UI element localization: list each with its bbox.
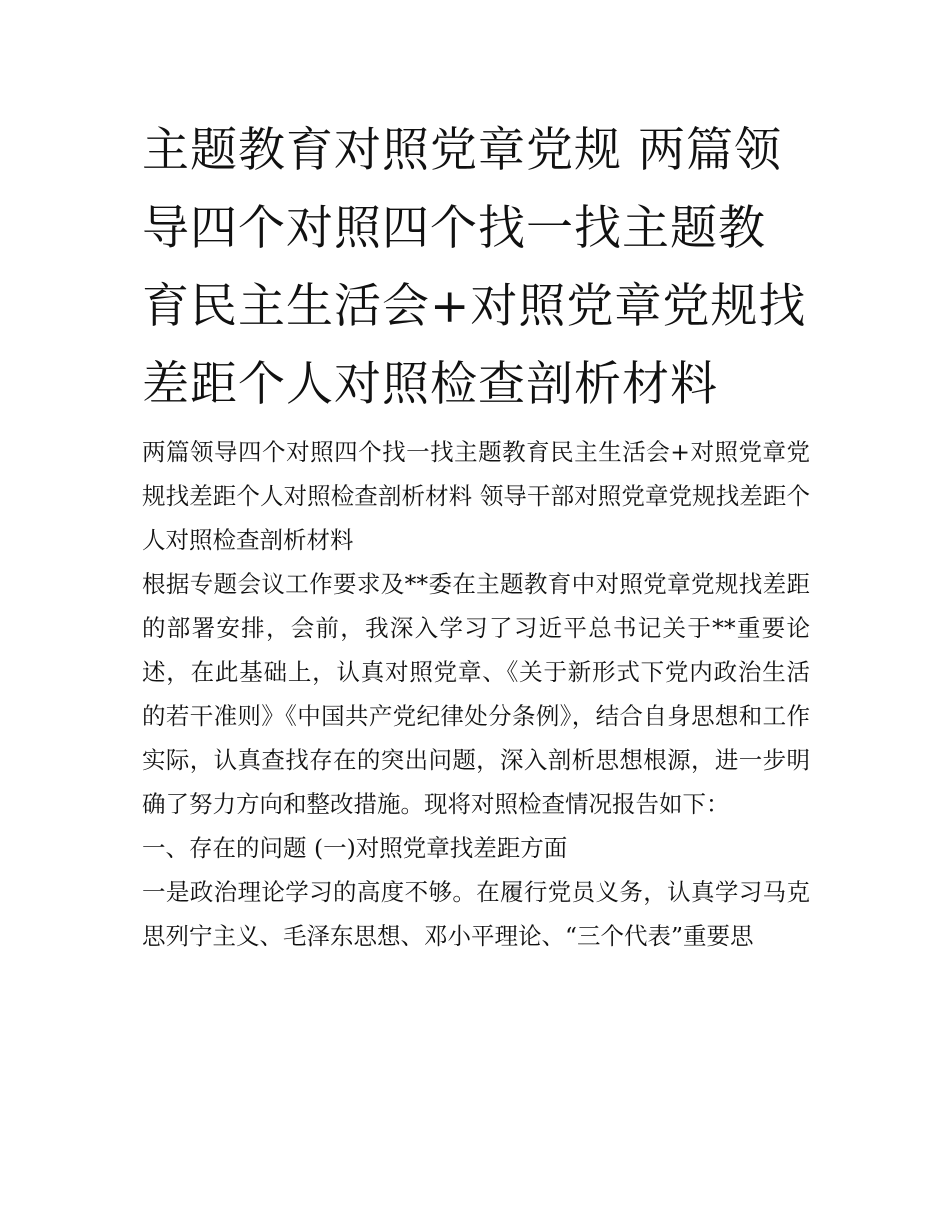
subtitle-paragraph: 两篇领导四个对照四个找一找主题教育民主生活会+对照党章党规找差距个人对照检查剖析材料 领导干部对照党章党规找差距个人对照检查剖析材料 (142, 438, 810, 554)
document-body (142, 112, 810, 958)
document-title: 主题教育对照党章党规 两篇领导四个对照四个找一找主题教育民主生活会+对照党章党规找差距个人对照检查剖析材料 (142, 123, 807, 412)
intro-paragraph: 根据专题会议工作要求及**委在主题教育中对照党章党规找差距的部署安排，会前，我深入学习了习近平总书记关于**重要论述，在此基础上，认真对照党章、《关于新形式下党内政治生活的若干准则》《中国共产党纪律处分条例》，结合自身思想和工作实际，认真查找存在的突出问题，深入剖析思想根源，进一步明确了努力方向和整改措施。现将对照检查情况报告如下： (142, 570, 810, 818)
body-paragraph: 一是政治理论学习的高度不够。在履行党员义务，认真学习马克思列宁主义、毛泽东思想、邓小平理论、“三个代表”重要思 (142, 878, 810, 950)
section-heading: 一、存在的问题 (一)对照党章找差距方面 (142, 834, 568, 862)
